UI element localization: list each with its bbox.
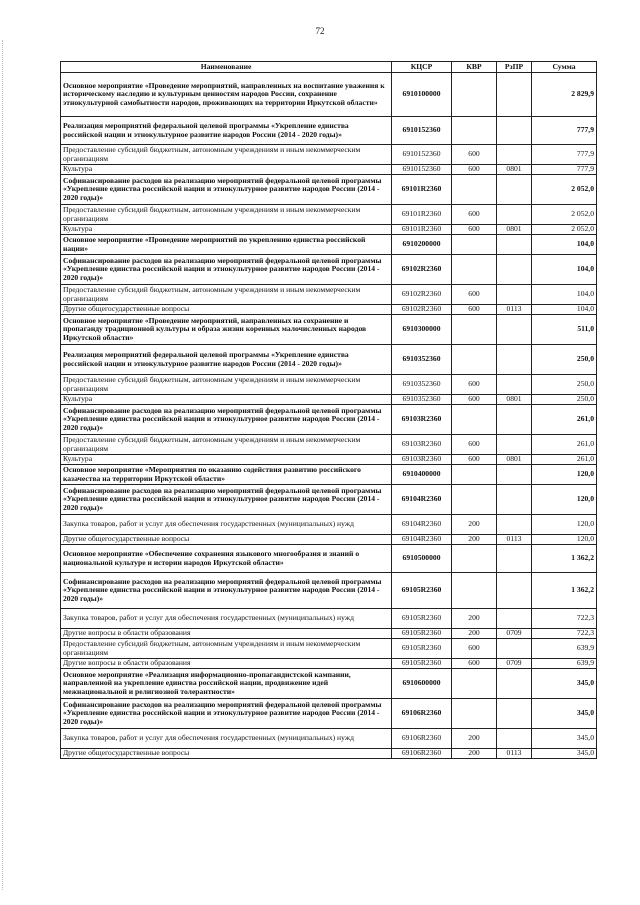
cell-kcsr: 69102R2360 (392, 255, 452, 285)
cell-rzpr: 0113 (497, 305, 532, 315)
table-row (61, 639, 597, 659)
cell-kvr: 600 (452, 165, 497, 175)
cell-name: Основное мероприятие «Проведение мероприятий, направленных на воспитание уважения к историческому наследию и культурным ценностям народов России, сохранение этнокультурной самобытности народов, проживающих на территории Иркутской области» (61, 73, 392, 117)
cell-kvr: 600 (452, 375, 497, 395)
cell-sum: 345,0 (532, 669, 597, 699)
table-row (61, 395, 597, 405)
table-row (61, 375, 597, 395)
table-row (61, 205, 597, 225)
cell-kvr: 600 (452, 395, 497, 405)
cell-name: Другие общегосударственные вопросы (61, 749, 392, 759)
cell-name: Софинансирование расходов на реализацию мероприятий федеральной целевой программы «Укрепление единства российской нации и этнокультурное развитие народов России (2014 - 2020 годы)» (61, 573, 392, 609)
budget-table (60, 61, 597, 759)
cell-rzpr: 0801 (497, 225, 532, 235)
cell-rzpr (497, 315, 532, 345)
cell-name: Предоставление субсидий бюджетным, автономным учреждениям и иным некоммерческим организациям (61, 285, 392, 305)
table-row (61, 117, 597, 145)
cell-rzpr (497, 515, 532, 535)
table-row (61, 175, 597, 205)
cell-name: Культура (61, 455, 392, 465)
table-row (61, 659, 597, 669)
header-kvr: КВР (452, 62, 497, 73)
cell-kvr (452, 315, 497, 345)
cell-rzpr: 0801 (497, 395, 532, 405)
cell-name: Другие общегосударственные вопросы (61, 535, 392, 545)
cell-kvr: 600 (452, 305, 497, 315)
cell-name: Предоставление субсидий бюджетным, автономным учреждениям и иным некоммерческим организациям (61, 375, 392, 395)
table-row (61, 455, 597, 465)
cell-sum: 2 052,0 (532, 175, 597, 205)
header-sum: Сумма (532, 62, 597, 73)
cell-kcsr: 6910100000 (392, 73, 452, 117)
cell-name: Основное мероприятие «Реализация информационно-пропагандистской кампании, направленной на укрепление единства российской нации, продвижение идей межнациональной и религиозной толерантности» (61, 669, 392, 699)
cell-sum: 1 362,2 (532, 545, 597, 573)
cell-sum: 722,3 (532, 629, 597, 639)
binding-margin (2, 40, 4, 890)
cell-name: Основное мероприятие «Проведение мероприятий по укреплению единства российской нации» (61, 235, 392, 255)
cell-kvr (452, 485, 497, 515)
cell-kvr (452, 573, 497, 609)
cell-name: Реализация мероприятий федеральной целевой программы «Укрепление единства российской нации и этнокультурное развитие народов России (2014 - 2020 годы)» (61, 345, 392, 375)
cell-sum: 104,0 (532, 305, 597, 315)
cell-kvr: 200 (452, 515, 497, 535)
cell-kcsr: 69105R2360 (392, 609, 452, 629)
cell-kvr (452, 117, 497, 145)
table-row (61, 749, 597, 759)
cell-sum: 261,0 (532, 455, 597, 465)
cell-kvr (452, 545, 497, 573)
cell-kcsr: 6910352360 (392, 395, 452, 405)
cell-rzpr (497, 235, 532, 255)
cell-kcsr: 69101R2360 (392, 205, 452, 225)
table-row (61, 165, 597, 175)
cell-sum: 777,9 (532, 145, 597, 165)
cell-name: Основное мероприятие «Обеспечение сохранения языкового многообразия и знаний о национальной культуре и истории народов Иркутской области» (61, 545, 392, 573)
cell-sum: 777,9 (532, 165, 597, 175)
cell-rzpr: 0113 (497, 749, 532, 759)
cell-sum: 120,0 (532, 485, 597, 515)
cell-sum: 777,9 (532, 117, 597, 145)
cell-name: Другие общегосударственные вопросы (61, 305, 392, 315)
cell-kcsr: 6910600000 (392, 669, 452, 699)
cell-sum: 722,3 (532, 609, 597, 629)
cell-rzpr (497, 699, 532, 729)
cell-rzpr (497, 669, 532, 699)
cell-name: Софинансирование расходов на реализацию мероприятий федеральной целевой программы «Укрепление единства российской нации и этнокультурное развитие народов России (2014 - 2020 годы)» (61, 405, 392, 435)
cell-kcsr: 69106R2360 (392, 729, 452, 749)
cell-kvr: 600 (452, 435, 497, 455)
cell-kvr: 600 (452, 145, 497, 165)
cell-name: Предоставление субсидий бюджетным, автономным учреждениям и иным некоммерческим организациям (61, 205, 392, 225)
cell-rzpr (497, 545, 532, 573)
table-row (61, 465, 597, 485)
cell-sum: 2 829,9 (532, 73, 597, 117)
cell-kvr: 600 (452, 659, 497, 669)
cell-rzpr (497, 345, 532, 375)
cell-kvr (452, 175, 497, 205)
table-row (61, 669, 597, 699)
table-row (61, 535, 597, 545)
cell-kvr: 200 (452, 609, 497, 629)
cell-sum: 120,0 (532, 465, 597, 485)
cell-sum: 639,9 (532, 659, 597, 669)
cell-sum: 250,0 (532, 345, 597, 375)
cell-sum: 250,0 (532, 395, 597, 405)
cell-rzpr (497, 609, 532, 629)
cell-rzpr (497, 375, 532, 395)
cell-rzpr: 0709 (497, 659, 532, 669)
cell-name: Софинансирование расходов на реализацию мероприятий федеральной целевой программы «Укрепление единства российской нации и этнокультурное развитие народов России (2014 - 2020 годы)» (61, 699, 392, 729)
cell-kvr: 200 (452, 629, 497, 639)
cell-kcsr: 69104R2360 (392, 515, 452, 535)
cell-kcsr: 69104R2360 (392, 535, 452, 545)
cell-kcsr: 69103R2360 (392, 455, 452, 465)
table-row (61, 545, 597, 573)
cell-sum: 345,0 (532, 749, 597, 759)
cell-kvr (452, 669, 497, 699)
cell-kvr: 600 (452, 285, 497, 305)
cell-kvr: 600 (452, 639, 497, 659)
cell-rzpr (497, 729, 532, 749)
cell-kvr (452, 465, 497, 485)
table-row (61, 729, 597, 749)
cell-name: Предоставление субсидий бюджетным, автономным учреждениям и иным некоммерческим организациям (61, 145, 392, 165)
cell-rzpr (497, 485, 532, 515)
cell-sum: 261,0 (532, 405, 597, 435)
cell-kvr (452, 405, 497, 435)
cell-sum: 104,0 (532, 285, 597, 305)
cell-name: Реализация мероприятий федеральной целевой программы «Укрепление единства российской нации и этнокультурное развитие народов России (2014 - 2020 годы)» (61, 117, 392, 145)
cell-rzpr: 0801 (497, 165, 532, 175)
table-row (61, 485, 597, 515)
cell-name: Другие вопросы в области образования (61, 659, 392, 669)
table-row (61, 235, 597, 255)
table-row (61, 255, 597, 285)
cell-rzpr (497, 205, 532, 225)
cell-rzpr (497, 639, 532, 659)
cell-kcsr: 69105R2360 (392, 639, 452, 659)
cell-kvr (452, 699, 497, 729)
cell-sum: 261,0 (532, 435, 597, 455)
cell-sum: 2 052,0 (532, 225, 597, 235)
cell-kcsr: 69106R2360 (392, 699, 452, 729)
cell-kcsr: 69105R2360 (392, 629, 452, 639)
cell-kcsr: 6910152360 (392, 165, 452, 175)
cell-rzpr: 0113 (497, 535, 532, 545)
cell-name: Закупка товаров, работ и услуг для обеспечения государственных (муниципальных) нужд (61, 609, 392, 629)
cell-kcsr: 69105R2360 (392, 659, 452, 669)
cell-kcsr: 6910152360 (392, 145, 452, 165)
cell-sum: 2 052,0 (532, 205, 597, 225)
cell-sum: 639,9 (532, 639, 597, 659)
cell-name: Основное мероприятие «Мероприятия по оказанию содействия развитию российского казачества на территории Иркутской области» (61, 465, 392, 485)
cell-name: Предоставление субсидий бюджетным, автономным учреждениям и иным некоммерческим организациям (61, 639, 392, 659)
cell-name: Основное мероприятие «Проведение мероприятий, направленных на сохранение и пропаганду традиционной культуры и образа жизни коренных малочисленных народов Иркутской области» (61, 315, 392, 345)
table-row (61, 573, 597, 609)
cell-sum: 120,0 (532, 535, 597, 545)
cell-name: Софинансирование расходов на реализацию мероприятий федеральной целевой программы «Укрепление единства российской нации и этнокультурное развитие народов России (2014 - 2020 годы)» (61, 255, 392, 285)
cell-name: Другие вопросы в области образования (61, 629, 392, 639)
cell-kcsr: 69102R2360 (392, 305, 452, 315)
cell-name: Софинансирование расходов на реализацию мероприятий федеральной целевой программы «Укрепление единства российской нации и этнокультурное развитие народов России (2014 - 2020 годы)» (61, 175, 392, 205)
cell-name: Культура (61, 395, 392, 405)
cell-kvr (452, 235, 497, 255)
cell-rzpr (497, 117, 532, 145)
cell-kvr: 600 (452, 455, 497, 465)
cell-kvr: 200 (452, 749, 497, 759)
cell-rzpr (497, 73, 532, 117)
table-row (61, 405, 597, 435)
header-kcsr: КЦСР (392, 62, 452, 73)
table-body (61, 73, 597, 759)
table-row (61, 225, 597, 235)
cell-kcsr: 6910352360 (392, 345, 452, 375)
cell-kvr (452, 345, 497, 375)
table-row (61, 629, 597, 639)
cell-kcsr: 69105R2360 (392, 573, 452, 609)
table-row (61, 609, 597, 629)
table-row (61, 435, 597, 455)
cell-sum: 345,0 (532, 699, 597, 729)
cell-rzpr (497, 255, 532, 285)
cell-rzpr: 0709 (497, 629, 532, 639)
cell-rzpr (497, 465, 532, 485)
cell-sum: 120,0 (532, 515, 597, 535)
cell-sum: 104,0 (532, 255, 597, 285)
cell-kcsr: 6910300000 (392, 315, 452, 345)
cell-kvr: 600 (452, 205, 497, 225)
table-row (61, 315, 597, 345)
cell-kvr (452, 255, 497, 285)
cell-kcsr: 6910352360 (392, 375, 452, 395)
cell-name: Предоставление субсидий бюджетным, автономным учреждениям и иным некоммерческим организациям (61, 435, 392, 455)
cell-rzpr (497, 573, 532, 609)
cell-kvr (452, 73, 497, 117)
cell-rzpr: 0801 (497, 455, 532, 465)
cell-rzpr (497, 175, 532, 205)
cell-kcsr: 69102R2360 (392, 285, 452, 305)
cell-rzpr (497, 285, 532, 305)
table-row (61, 305, 597, 315)
table-row (61, 73, 597, 117)
header-name: Наименование (61, 62, 392, 73)
cell-name: Закупка товаров, работ и услуг для обеспечения государственных (муниципальных) нужд (61, 729, 392, 749)
cell-rzpr (497, 405, 532, 435)
cell-name: Софинансирование расходов на реализацию мероприятий федеральной целевой программы «Укрепление единства российской нации и этнокультурное развитие народов России (2014 - 2020 годы)» (61, 485, 392, 515)
cell-name: Закупка товаров, работ и услуг для обеспечения государственных (муниципальных) нужд (61, 515, 392, 535)
cell-sum: 1 362,2 (532, 573, 597, 609)
cell-kcsr: 69106R2360 (392, 749, 452, 759)
cell-kvr: 600 (452, 225, 497, 235)
cell-kcsr: 6910200000 (392, 235, 452, 255)
cell-name: Культура (61, 225, 392, 235)
table-row (61, 699, 597, 729)
cell-kcsr: 6910500000 (392, 545, 452, 573)
cell-sum: 511,0 (532, 315, 597, 345)
cell-kcsr: 69103R2360 (392, 405, 452, 435)
cell-kcsr: 69103R2360 (392, 435, 452, 455)
cell-kcsr: 69101R2360 (392, 175, 452, 205)
cell-kvr: 200 (452, 535, 497, 545)
table-row (61, 145, 597, 165)
table-row (61, 515, 597, 535)
cell-name: Культура (61, 165, 392, 175)
cell-kcsr: 69101R2360 (392, 225, 452, 235)
cell-sum: 345,0 (532, 729, 597, 749)
cell-sum: 250,0 (532, 375, 597, 395)
table-header-row (61, 62, 597, 73)
table-row (61, 285, 597, 305)
table-row (61, 345, 597, 375)
cell-rzpr (497, 435, 532, 455)
header-rzpr: РзПР (497, 62, 532, 73)
cell-rzpr (497, 145, 532, 165)
cell-kcsr: 69104R2360 (392, 485, 452, 515)
cell-kcsr: 6910400000 (392, 465, 452, 485)
page-number: 72 (315, 26, 325, 36)
cell-kcsr: 6910152360 (392, 117, 452, 145)
cell-sum: 104,0 (532, 235, 597, 255)
cell-kvr: 200 (452, 729, 497, 749)
